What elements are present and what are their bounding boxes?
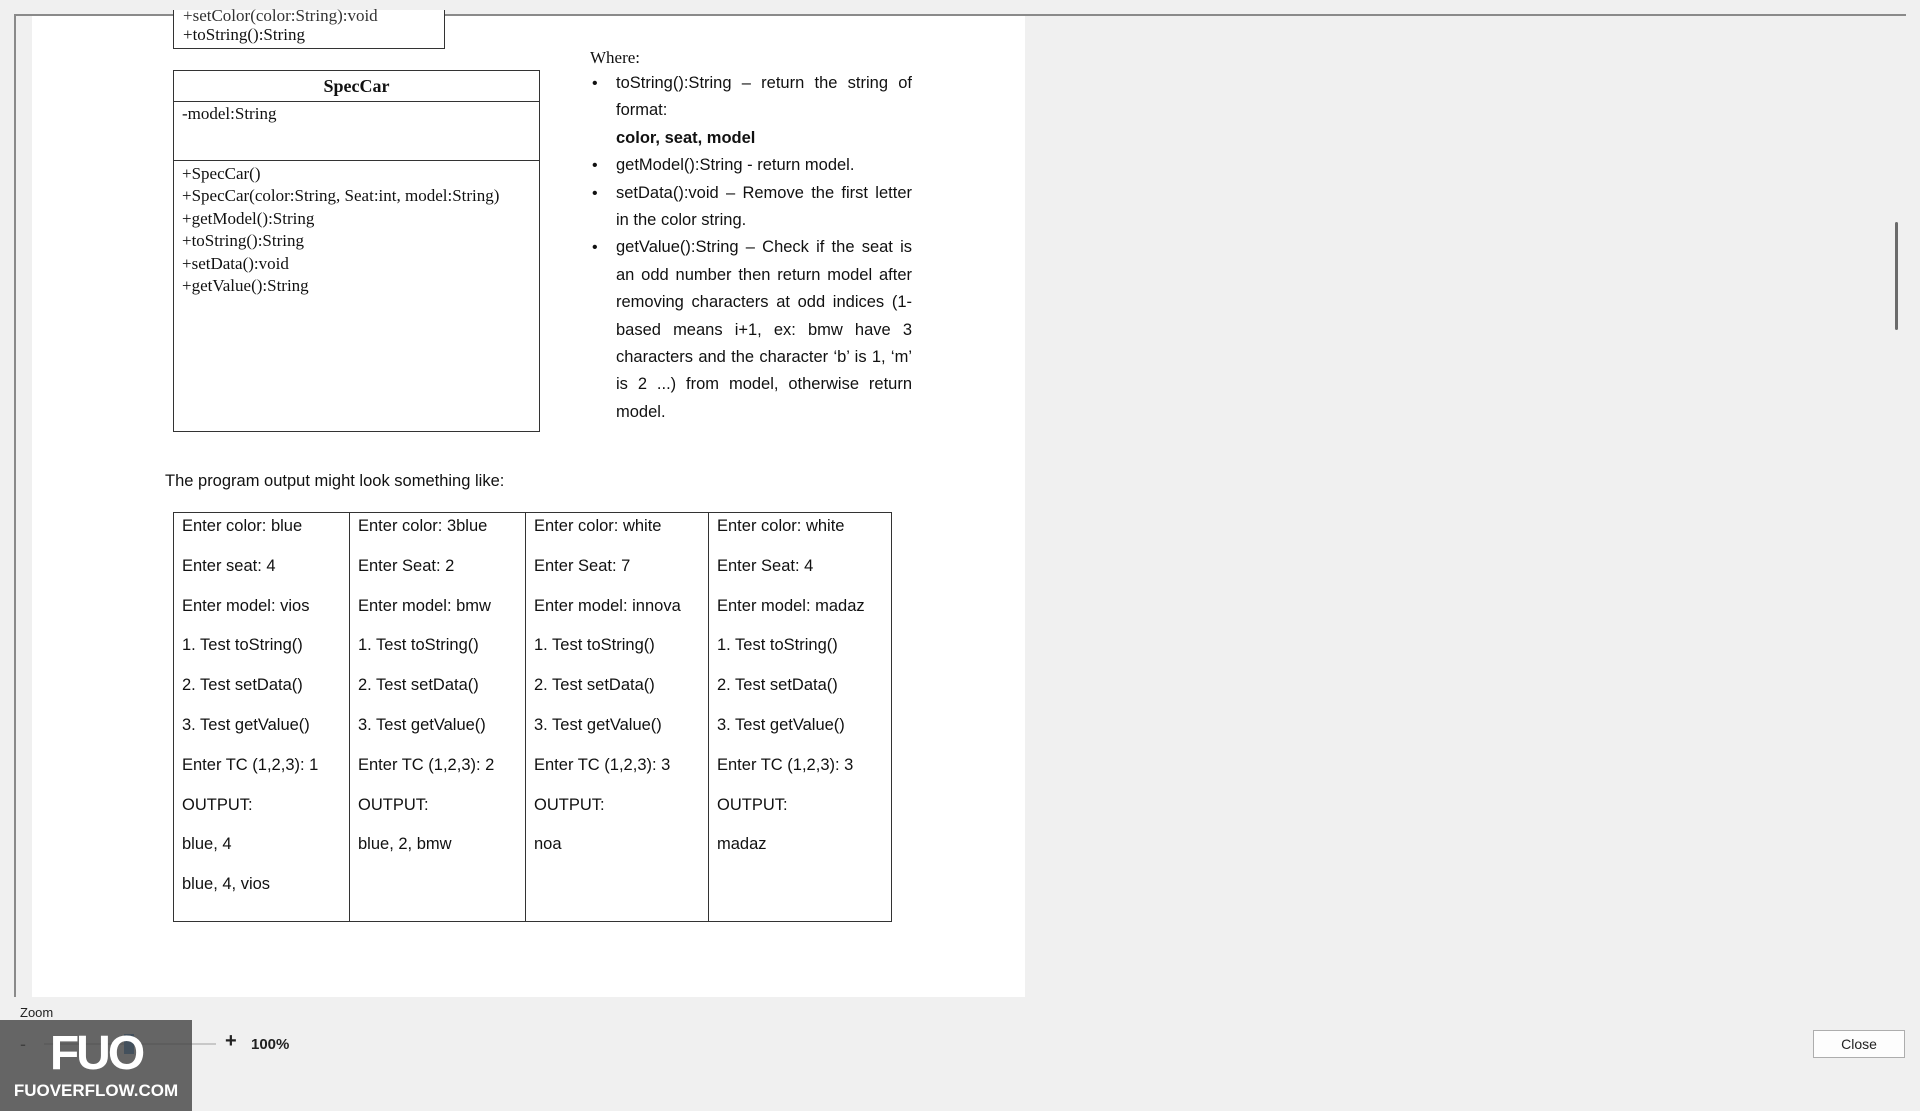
uml-method: +toString():String bbox=[182, 231, 304, 251]
output-line: Enter Seat: 4 bbox=[717, 556, 814, 575]
output-line: Enter model: innova bbox=[534, 596, 681, 615]
vertical-scrollbar[interactable] bbox=[1886, 16, 1906, 997]
output-line: OUTPUT: bbox=[182, 795, 253, 814]
output-line: Enter TC (1,2,3): 1 bbox=[182, 755, 319, 774]
uml-class-speccar bbox=[173, 70, 540, 432]
scrollbar-thumb[interactable] bbox=[1895, 222, 1898, 330]
output-line: madaz bbox=[717, 835, 767, 854]
output-line: Enter TC (1,2,3): 2 bbox=[358, 755, 495, 774]
bullet-text: setData():void – Remove the first letter in the color string. bbox=[616, 183, 912, 230]
previous-class-box bbox=[173, 6, 445, 49]
output-column-2 bbox=[350, 513, 526, 922]
output-line: OUTPUT: bbox=[534, 795, 605, 814]
output-line: 1. Test toString() bbox=[717, 636, 838, 655]
uml-method: +setData():void bbox=[182, 253, 289, 273]
zoom-in-button[interactable]: + bbox=[225, 1030, 237, 1052]
output-line: Enter Seat: 2 bbox=[358, 556, 455, 575]
output-line: 2. Test setData() bbox=[534, 676, 655, 695]
output-line: Enter TC (1,2,3): 3 bbox=[534, 755, 671, 774]
close-button[interactable]: Close bbox=[1813, 1030, 1905, 1058]
method-descriptions bbox=[592, 70, 912, 426]
bullet-text: getModel():String - return model. bbox=[616, 156, 855, 175]
output-line: OUTPUT: bbox=[717, 795, 788, 814]
bullet-text: toString():String – return the string of format: bbox=[616, 74, 912, 120]
bullet-setdata bbox=[592, 180, 912, 235]
bullet-getvalue bbox=[592, 234, 912, 426]
output-line: noa bbox=[534, 835, 562, 854]
output-line: Enter color: blue bbox=[182, 517, 303, 535]
output-line: Enter model: bmw bbox=[358, 596, 491, 615]
bullet-text: getValue():String – Check if the seat is an odd number then return model after removing characters at odd indices (1-based means i+1, ex: bmw have 3 characters and the character ‘b’ is 1, ‘m’ is 2 ...) from model, otherwise return model. bbox=[616, 238, 912, 421]
document-page bbox=[32, 6, 1025, 997]
bullet-tostring bbox=[592, 70, 912, 152]
output-line: Enter model: madaz bbox=[717, 596, 865, 615]
output-line: Enter color: white bbox=[534, 517, 662, 535]
output-line: Enter TC (1,2,3): 3 bbox=[717, 755, 854, 774]
zoom-label: Zoom bbox=[20, 1005, 54, 1020]
output-column-3 bbox=[526, 513, 709, 922]
output-column-1 bbox=[174, 513, 350, 922]
output-line: 3. Test getValue() bbox=[358, 715, 486, 734]
zoom-value: 100% bbox=[251, 1036, 290, 1053]
output-column-4 bbox=[709, 513, 892, 922]
uml-class-title: SpecCar bbox=[174, 71, 539, 102]
output-line: 1. Test toString() bbox=[534, 636, 655, 655]
output-line: Enter color: 3blue bbox=[358, 517, 488, 535]
where-label: Where: bbox=[590, 48, 641, 67]
watermark-logo bbox=[0, 1020, 192, 1111]
document-viewer[interactable] bbox=[16, 6, 1906, 997]
output-label: The program output might look something like: bbox=[165, 472, 505, 490]
output-line: 2. Test setData() bbox=[182, 676, 303, 695]
output-line: OUTPUT: bbox=[358, 795, 429, 814]
previous-class-method: +toString():String bbox=[183, 25, 305, 44]
output-line: 2. Test setData() bbox=[358, 676, 479, 695]
output-line: blue, 4, vios bbox=[182, 875, 271, 894]
uml-method: +SpecCar() bbox=[182, 164, 261, 183]
previous-class-cut-line: +setColor(color:String):void bbox=[183, 6, 378, 25]
output-table bbox=[173, 512, 892, 922]
output-line: Enter seat: 4 bbox=[182, 556, 276, 575]
output-line: 2. Test setData() bbox=[717, 676, 838, 695]
uml-attributes bbox=[174, 102, 539, 161]
uml-attribute: -model:String bbox=[182, 104, 277, 123]
output-line: 3. Test getValue() bbox=[717, 715, 845, 734]
output-line: Enter model: vios bbox=[182, 596, 310, 615]
output-line: 1. Test toString() bbox=[358, 636, 479, 655]
watermark-logo-mark: FUO bbox=[49, 1027, 143, 1080]
output-line: 1. Test toString() bbox=[182, 636, 303, 655]
output-line: blue, 2, bmw bbox=[358, 835, 452, 854]
output-line: 3. Test getValue() bbox=[182, 715, 310, 734]
output-line: Enter Seat: 7 bbox=[534, 556, 631, 575]
uml-method: +SpecCar(color:String, Seat:int, model:String) bbox=[182, 186, 500, 206]
uml-method: +getModel():String bbox=[182, 208, 315, 228]
bullet-getmodel bbox=[592, 152, 912, 179]
bullet-bold-format: color, seat, model bbox=[616, 128, 756, 147]
table-row bbox=[174, 513, 892, 922]
uml-methods bbox=[174, 161, 539, 299]
output-line: blue, 4 bbox=[182, 835, 232, 854]
output-line: Enter color: white bbox=[717, 517, 845, 535]
uml-method: +getValue():String bbox=[182, 276, 309, 296]
watermark-text: FUOVERFLOW.COM bbox=[13, 1081, 179, 1100]
output-line: 3. Test getValue() bbox=[534, 715, 662, 734]
